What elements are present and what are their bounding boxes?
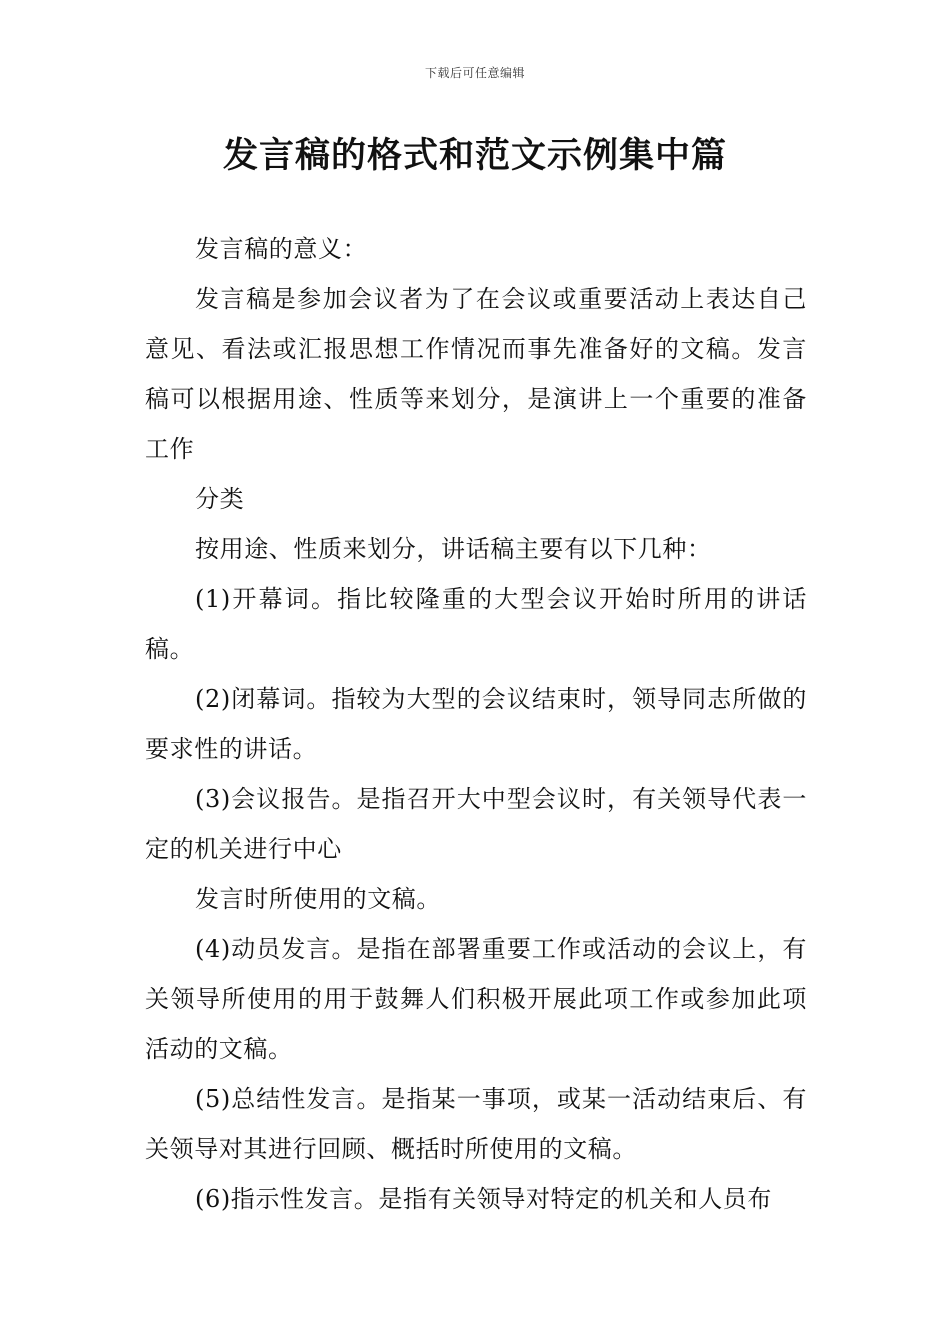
header-note: 下载后可任意编辑 bbox=[424, 66, 525, 80]
paragraph: 发言稿的意义： bbox=[195, 235, 368, 263]
paragraph: 分类 bbox=[195, 485, 245, 513]
paragraph: 按用途、性质来划分，讲话稿主要有以下几种： bbox=[195, 535, 712, 563]
paragraph: (4)动员发言。是指在部署重要工作或活动的会议上，有关领导所使用的用于鼓舞人们积极开展此项工作或参加此项活动的文稿。 bbox=[145, 935, 807, 1063]
page-title: 发言稿的格式和范文示例集中篇 bbox=[222, 136, 727, 176]
paragraph: (2)闭幕词。指较为大型的会议结束时，领导同志所做的要求性的讲话。 bbox=[145, 685, 807, 763]
paragraph: (5)总结性发言。是指某一事项，或某一活动结束后、有关领导对其进行回顾、概括时所使用的文稿。 bbox=[145, 1085, 807, 1163]
paragraph: 发言时所使用的文稿。 bbox=[195, 885, 441, 913]
paragraph: (1)开幕词。指比较隆重的大型会议开始时所用的讲话稿。 bbox=[145, 585, 807, 663]
paragraph: (6)指示性发言。是指有关领导对特定的机关和人员布 bbox=[195, 1185, 772, 1213]
paragraph: 发言稿是参加会议者为了在会议或重要活动上表达自己意见、看法或汇报思想工作情况而事先准备好的文稿。发言稿可以根据用途、性质等来划分，是演讲上一个重要的准备工作 bbox=[145, 285, 807, 463]
document-body bbox=[145, 224, 807, 1224]
paragraph: (3)会议报告。是指召开大中型会议时，有关领导代表一定的机关进行中心 bbox=[145, 785, 807, 863]
